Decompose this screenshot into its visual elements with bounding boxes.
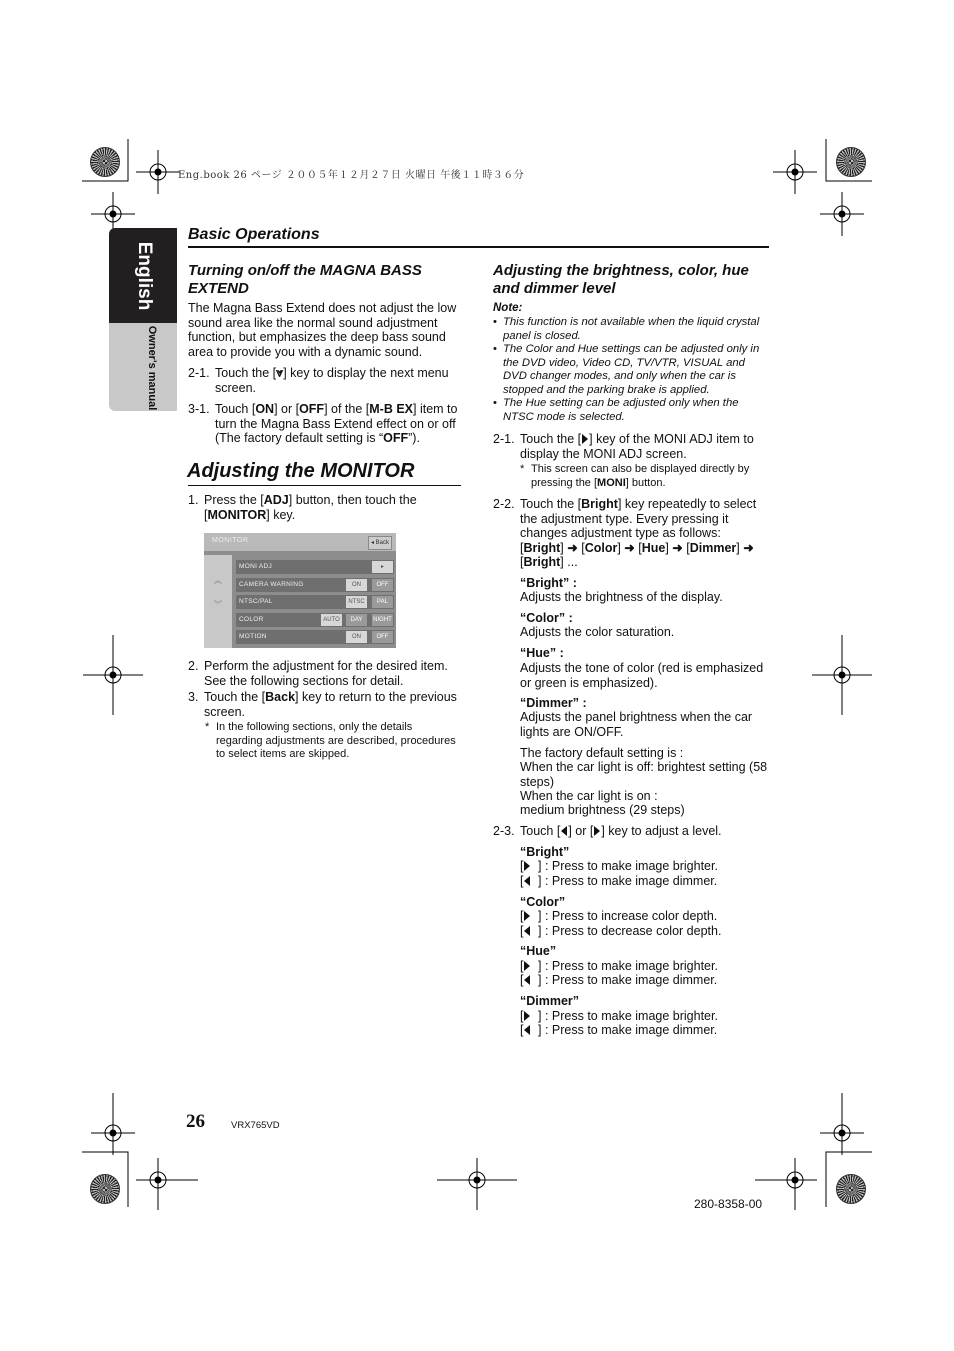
brightness-step-2-3: 2-3. Touch [ ] or [ ] key to adjust a level.: [493, 824, 722, 838]
ctrl-color-right: [ ] : Press to increase color depth.: [520, 909, 718, 923]
step-2-1-note: * This screen can also be displayed directly by pressing the [MONI] button.: [520, 463, 750, 489]
language-side-tab: [109, 228, 177, 411]
note-title: Note:: [493, 302, 523, 314]
left-arrow-icon: [524, 1025, 530, 1035]
factory-light-on: medium brightness (29 steps): [520, 803, 685, 817]
language-label: English: [134, 241, 155, 311]
screen-row-moni-adj: MONI ADJ ▸: [236, 560, 394, 574]
double-chevron-down-icon: ⩔: [276, 366, 284, 380]
magna-step-2-1: 2-1. Touch the [⩔] key to display the next menu screen.: [188, 366, 449, 395]
magna-intro: The Magna Bass Extend does not adjust the low sound area like the normal sound adjustment function, but emphasizes the deep bass sound area to provide you with a dynamic sound.: [188, 301, 457, 359]
brightness-heading: Adjusting the brightness, color, hue and dimmer level: [493, 262, 749, 297]
left-arrow-icon: [524, 926, 530, 936]
ctrl-hue-left: [ ] : Press to make image dimmer.: [520, 973, 718, 987]
magna-step-3-1: 3-1. Touch [ON] or [OFF] of the [M-B EX] item to turn the Magna Bass Extend effect on or off (The factory default setting is “OFF”).: [188, 402, 458, 445]
ctrl-bright-label: “Bright”: [520, 845, 570, 859]
note-item: • This function is not available when the liquid crystal panel is closed.: [493, 316, 760, 342]
def-bright-text: Adjusts the brightness of the display.: [520, 590, 723, 604]
ctrl-hue-label: “Hue”: [520, 944, 557, 958]
screen-back-button: ◂ Back: [368, 536, 392, 550]
monitor-step-1: 1. Press the [ADJ] button, then touch the [MONITOR] key.: [188, 493, 417, 522]
def-color-label: “Color” :: [520, 611, 573, 625]
screen-row-camera-warning: CAMERA WARNING ON OFF: [236, 578, 394, 592]
screen-row-motion: MOTION ON OFF: [236, 630, 394, 644]
def-color-text: Adjusts the color saturation.: [520, 625, 675, 639]
right-arrow-icon: [524, 1011, 530, 1021]
note-item: • The Color and Hue settings can be adjusted only in the DVD video, Video CD, TV/VTR, VISUAL and DVD changer modes, and only when the car is stopped and the parking brake is applied.: [493, 343, 760, 396]
ctrl-dimmer-left: [ ] : Press to make image dimmer.: [520, 1023, 718, 1037]
screen-title: MONITOR: [212, 537, 249, 544]
document-code: 280-8358-00: [694, 1197, 763, 1211]
screen-row-color: COLOR AUTO DAY NIGHT: [236, 613, 394, 627]
section-rule: [188, 246, 769, 248]
right-arrow-icon: [524, 911, 530, 921]
def-hue-text: Adjusts the tone of color (red is emphasized or green is emphasized).: [520, 661, 764, 690]
monitor-step-3: 3. Touch the [Back] key to return to the previous screen.: [188, 690, 457, 719]
screen-row-ntsc-pal: NTSC/PAL NTSC PAL: [236, 595, 394, 609]
def-dimmer-text: Adjusts the panel brightness when the car lights are ON/OFF.: [520, 710, 753, 739]
left-arrow-icon: [524, 876, 530, 886]
note-item: • The Hue setting can be adjusted only when the NTSC mode is selected.: [493, 397, 739, 423]
ctrl-dimmer-right: [ ] : Press to make image brighter.: [520, 1009, 718, 1023]
right-arrow-icon: [524, 961, 530, 971]
ctrl-color-label: “Color”: [520, 895, 566, 909]
manual-label: Owner's manual: [146, 325, 158, 411]
monitor-step-2: 2. Perform the adjustment for the desired item. See the following sections for detail.: [188, 659, 448, 688]
factory-light-on-head: When the car light is on :: [520, 789, 658, 803]
page-number: 26: [186, 1111, 205, 1132]
right-arrow-icon: [524, 861, 530, 871]
monitor-note: * In the following sections, only the details regarding adjustments are described, procedures to select items are skipped.: [205, 721, 456, 760]
brightness-step-2-2: 2-2. Touch the [Bright] key repeatedly to select the adjustment type. Every pressing it changes adjustment type as follows: [Bright] ➜ [Color] ➜ [Hue] ➜ [Dimmer] ➜ [Bright] ...: [493, 497, 757, 569]
left-arrow-icon: [561, 826, 567, 836]
screen-scroll-bar: ︽ ︾: [204, 555, 232, 648]
ctrl-dimmer-label: “Dimmer”: [520, 994, 580, 1008]
def-hue-label: “Hue” :: [520, 646, 564, 660]
section-title: Basic Operations: [188, 226, 320, 243]
factory-light-off: When the car light is off: brightest setting (58 steps): [520, 760, 768, 789]
ctrl-color-left: [ ] : Press to decrease color depth.: [520, 924, 722, 938]
right-arrow-icon: [582, 434, 588, 444]
model-number: VRX765VD: [231, 1120, 280, 1131]
monitor-heading: Adjusting the MONITOR: [187, 460, 415, 482]
def-bright-label: “Bright” :: [520, 576, 577, 590]
monitor-rule: [188, 485, 461, 486]
factory-default: The factory default setting is :: [520, 746, 684, 760]
left-arrow-icon: [524, 975, 530, 985]
brightness-step-2-1: 2-1. Touch the [ ] key of the MONI ADJ item to display the MONI ADJ screen.: [493, 432, 754, 461]
right-arrow-icon: [594, 826, 600, 836]
def-dimmer-label: “Dimmer” :: [520, 696, 587, 710]
ctrl-hue-right: [ ] : Press to make image brighter.: [520, 959, 718, 973]
print-slug: Eng.book 26 ページ ２００５年１２月２７日 火曜日 午後１１時３６分: [178, 170, 525, 181]
ctrl-bright-right: [ ] : Press to make image brighter.: [520, 859, 718, 873]
monitor-menu-screenshot: [204, 533, 396, 648]
magna-heading: Turning on/off the MAGNA BASS EXTEND: [188, 262, 422, 297]
ctrl-bright-left: [ ] : Press to make image dimmer.: [520, 874, 718, 888]
